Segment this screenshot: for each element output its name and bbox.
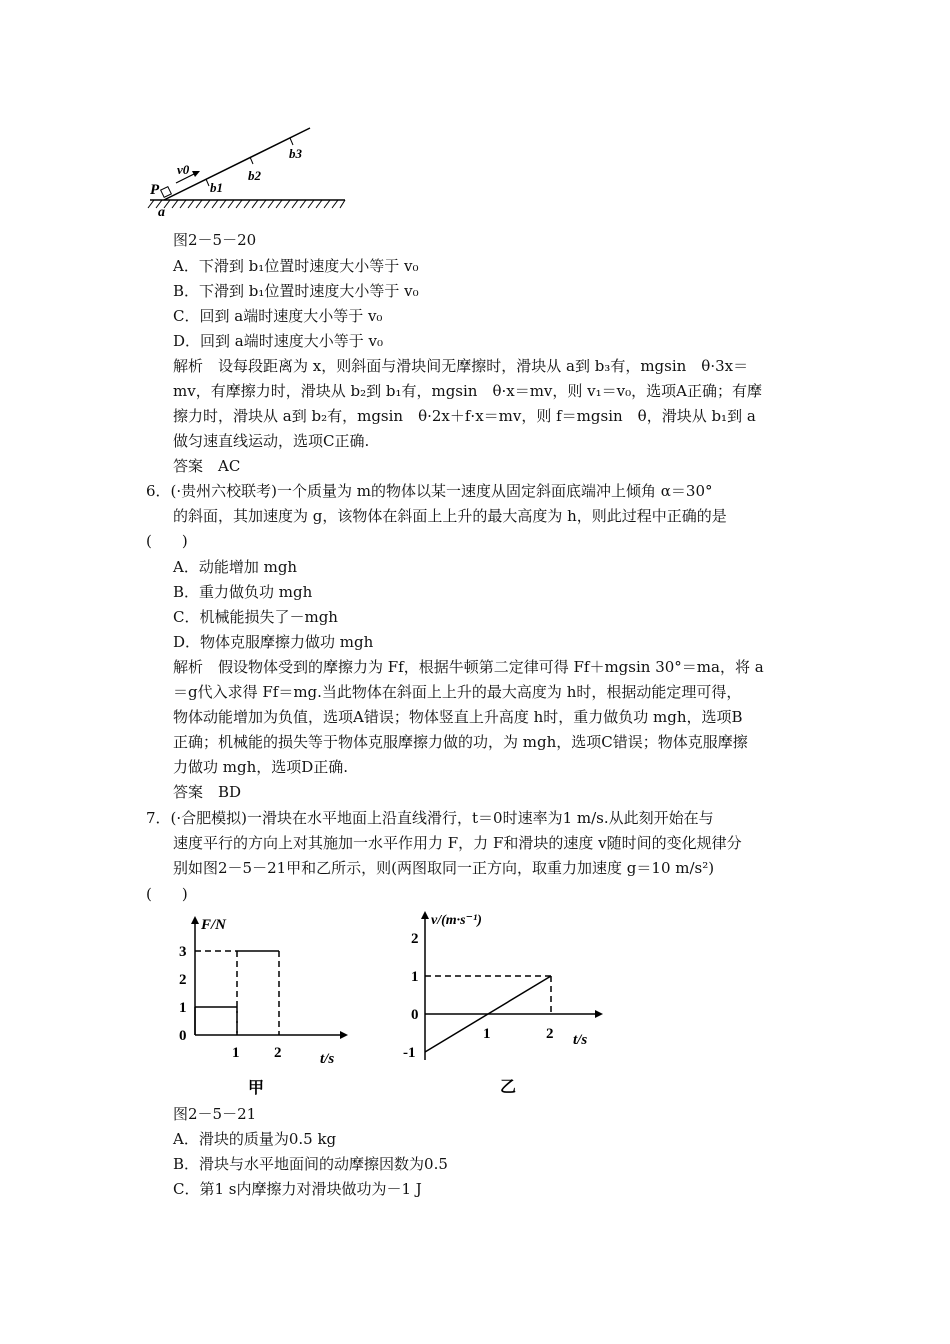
tick-b3	[290, 138, 293, 145]
x-axis-arrowhead	[340, 1031, 348, 1039]
q7-option-a: A．滑块的质量为0.5 kg	[173, 1130, 337, 1148]
q6-option-d: D．物体克服摩擦力做功 mgh	[173, 633, 374, 651]
incline-figure	[140, 120, 360, 225]
label-a: a	[158, 205, 165, 220]
y-axis-label: v/(m·s⁻¹)	[431, 913, 482, 928]
q6-analysis-line-5: 力做功 mgh，选项D正确.	[173, 758, 349, 776]
q7-stem-line-4: ( )	[146, 885, 188, 903]
y-axis-arrowhead	[421, 911, 429, 919]
ground-hatch	[148, 200, 345, 208]
x-axis-arrowhead	[595, 1010, 603, 1018]
y-axis-label: F/N	[201, 917, 227, 933]
q7-option-c: C．第1 s内摩擦力对滑块做功为－1 J	[173, 1180, 422, 1198]
label-b1: b1	[210, 180, 223, 195]
q7-stem-line-3: 别如图2－5－21甲和乙所示，则(两图取同一正方向，取重力加速度 g＝10 m/s²)	[173, 859, 715, 877]
q5-analysis-line-3: 擦力时，滑块从 a到 b₂有，mgsin θ·2x＋f·x＝mv，则 f＝mgsin θ，滑块从 b₁到 a	[173, 407, 756, 425]
y-tick-label: 0	[411, 1007, 419, 1023]
q6-stem-line-2: 的斜面，其加速度为 g，该物体在斜面上上升的最大高度为 h，则此过程中正确的是	[173, 507, 727, 525]
q6-analysis-line-4: 正确；机械能的损失等于物体克服摩擦力做的功，为 mgh，选项C错误；物体克服摩擦	[173, 733, 748, 751]
chart-title: 乙	[500, 1079, 517, 1096]
q5-analysis-line-2: mv，有摩擦力时，滑块从 b₂到 b₁有，mgsin θ·x＝mv，则 v₁＝v₀，选项A正确；有摩	[173, 382, 762, 400]
y-tick-label: 1	[179, 1000, 187, 1016]
tick-b2	[250, 157, 253, 164]
y-tick-label: 2	[179, 972, 187, 988]
x-axis-label: t/s	[320, 1051, 335, 1067]
x-tick-label: 2	[274, 1045, 282, 1061]
q7-option-b: B．滑块与水平地面间的动摩擦因数为0.5	[173, 1155, 448, 1173]
q5-option-c: C．回到 a端时速度大小等于 v₀	[173, 307, 383, 325]
figure-caption-2-5-20: 图2－5－20	[173, 231, 257, 249]
y-tick-label: -1	[403, 1045, 416, 1061]
q5-analysis-line-1: 解析 设每段距离为 x，则斜面与滑块间无摩擦时，滑块从 a到 b₃有，mgsin θ·3x＝	[173, 357, 749, 375]
chart-f-vs-t	[160, 905, 360, 1100]
label-b2: b2	[248, 168, 261, 183]
q5-analysis-line-4: 做匀速直线运动，选项C正确.	[173, 432, 370, 450]
y-axis-arrowhead	[191, 916, 199, 924]
q5-option-d: D．回到 a端时速度大小等于 v₀	[173, 332, 383, 350]
x-tick-label: 2	[546, 1026, 554, 1042]
q7-stem-line-2: 速度平行的方向上对其施加一水平作用力 F，力 F和滑块的速度 v随时间的变化规律分	[173, 834, 742, 852]
q6-answer: 答案 BD	[173, 783, 242, 801]
q7-stem-line-1: 7．(·合肥模拟)一滑块在水平地面上沿直线滑行，t＝0时速率为1 m/s.从此刻开始在与	[146, 809, 714, 827]
y-tick-label: 0	[179, 1028, 187, 1044]
q6-option-a: A．动能增加 mgh	[173, 558, 298, 576]
tick-b1	[206, 179, 209, 186]
q6-stem-line-1: 6．(·贵州六校联考)一个质量为 m的物体以某一速度从固定斜面底端冲上倾角 α＝30°	[146, 482, 713, 500]
q6-analysis-line-1: 解析 假设物体受到的摩擦力为 Ff，根据牛顿第二定律可得 Ff＋mgsin 30°＝ma，将 a	[173, 658, 764, 676]
x-axis-label: t/s	[573, 1032, 588, 1048]
label-b3: b3	[289, 146, 302, 161]
x-tick-label: 1	[483, 1026, 491, 1042]
q5-answer: 答案 AC	[173, 457, 241, 475]
q6-option-c: C．机械能损失了－mgh	[173, 608, 338, 626]
y-tick-label: 1	[411, 969, 419, 985]
y-tick-label: 3	[179, 944, 187, 960]
q6-analysis-line-2: ＝g代入求得 Ff＝mg.当此物体在斜面上上升的最大高度为 h时，根据动能定理可得，	[173, 683, 742, 701]
chart-v-vs-t	[395, 900, 615, 1100]
slider-block	[161, 187, 172, 198]
y-tick-label: 2	[411, 931, 419, 947]
q6-analysis-line-3: 物体动能增加为负值，选项A错误；物体竖直上升高度 h时，重力做负功 mgh，选项B	[173, 708, 743, 726]
q6-option-b: B．重力做负功 mgh	[173, 583, 313, 601]
q7-figure-caption: 图2－5－21	[173, 1105, 257, 1123]
label-P: P	[150, 182, 160, 198]
chart-title: 甲	[248, 1080, 265, 1097]
q5-option-b: B．下滑到 b₁位置时速度大小等于 v₀	[173, 282, 419, 300]
x-tick-label: 1	[232, 1045, 240, 1061]
q5-option-a: A．下滑到 b₁位置时速度大小等于 v₀	[173, 257, 419, 275]
q6-stem-line-3: ( )	[146, 532, 188, 550]
label-v0: v0	[177, 162, 190, 177]
